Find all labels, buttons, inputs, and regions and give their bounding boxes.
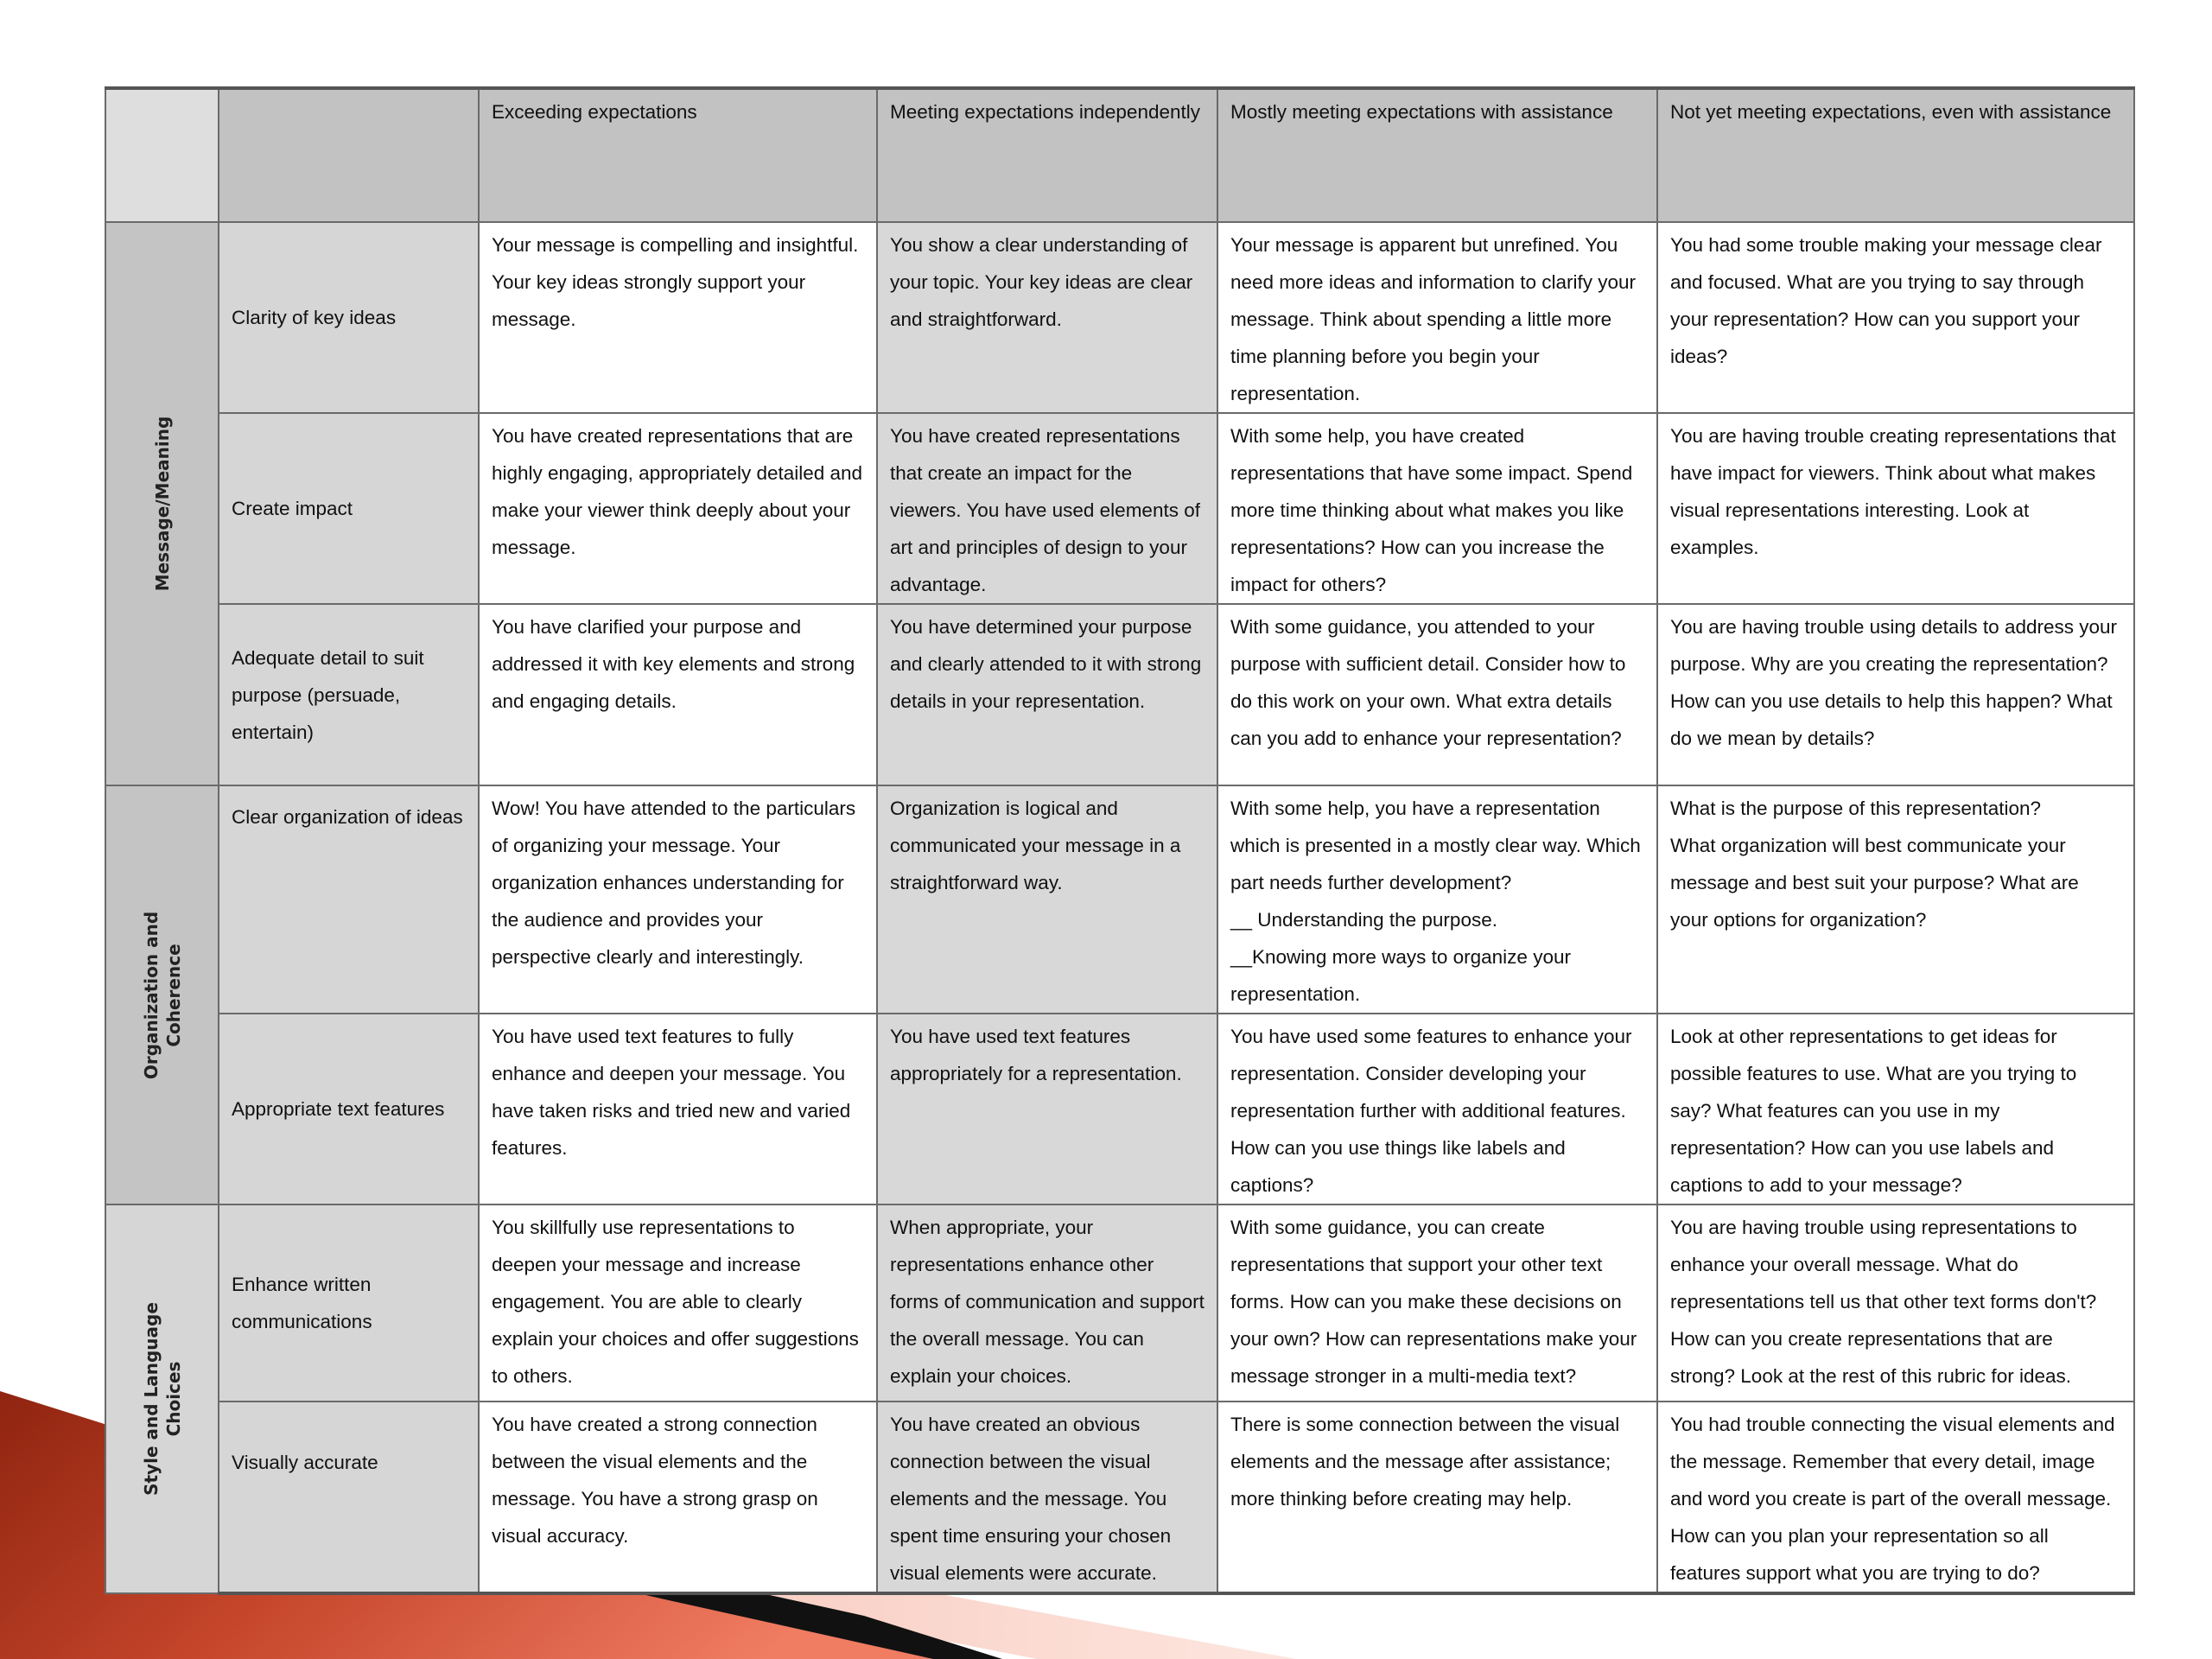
table-row: [105, 785, 2134, 1014]
cell-text: You have clarified your purpose and addressed it with key elements and strong and engaging details.: [492, 616, 855, 712]
cell-text: You had some trouble making your message clear and focused. What are you trying to say through your representation? How can you support your ideas?: [1670, 234, 2102, 367]
table-row: [105, 413, 2134, 604]
cell-text: You have used some features to enhance your representation. Consider developing your representation further with additional features. How can you use things like labels and captions?: [1230, 1026, 1632, 1196]
group-organization-coherence: [105, 785, 219, 1205]
table-row: [105, 1402, 2134, 1593]
criterion-cell: Clear organization of ideas: [219, 785, 479, 1014]
cell-not-yet: [1657, 1205, 2134, 1402]
header-meeting: Meeting expectations independently: [877, 88, 1217, 222]
criterion-cell: Enhance written communications: [219, 1205, 479, 1402]
cell-mostly: [1217, 1014, 1657, 1205]
cell-text: You are having trouble using representations to enhance your overall message. What do representations tell us that other text forms don't? How can you create representations that are strong? Look at the rest of this rubric for ideas.: [1670, 1217, 2097, 1387]
header-mostly: Mostly meeting expectations with assistance: [1217, 88, 1657, 222]
cell-text: Wow! You have attended to the particulars of organizing your message. Your organization enhances understanding for the audience and provides your perspective clearly and interestingly.: [492, 798, 856, 968]
cell-exceeding: [479, 1205, 877, 1402]
checklist-option: __Knowing more ways to organize your representation.: [1230, 946, 1571, 1005]
cell-text: Look at other representations to get ideas for possible features to use. What are you trying to say? What features can you use in my representation? How can you use labels and captions to add to your message?: [1670, 1026, 2077, 1196]
corner-cell: [105, 88, 219, 222]
cell-text: When appropriate, your representations enhance other forms of communication and support the overall message. You can explain your choices.: [890, 1217, 1205, 1387]
cell-text: There is some connection between the visual elements and the message after assistance; more thinking before creating may help.: [1230, 1414, 1620, 1510]
cell-meeting: [877, 785, 1217, 1014]
table-row: [105, 604, 2134, 785]
cell-text: You have created representations that create an impact for the viewers. You have used elements of art and principles of design to your advantage.: [890, 425, 1200, 595]
cell-meeting: [877, 1014, 1217, 1205]
rubric-table: [105, 86, 2135, 1595]
cell-text: You have created an obvious connection between the visual elements and the message. You spent time ensuring your chosen visual elements were accurate.: [890, 1414, 1172, 1584]
cell-text: You have created representations that are highly engaging, appropriately detailed and make your viewer think deeply about your message.: [492, 425, 863, 558]
cell-exceeding: [479, 604, 877, 785]
cell-exceeding: [479, 1402, 877, 1593]
group-label: [140, 911, 185, 1078]
cell-text: You have created a strong connection between the visual elements and the message. You have a strong grasp on visual accuracy.: [492, 1414, 818, 1547]
cell-exceeding: [479, 222, 877, 413]
criterion-cell: Adequate detail to suit purpose (persuade, entertain): [219, 604, 479, 785]
header-not-yet: Not yet meeting expectations, even with assistance: [1657, 88, 2134, 222]
cell-mostly: [1217, 785, 1657, 1014]
criterion-header-cell: [219, 88, 479, 222]
group-label: [140, 1302, 185, 1496]
group-label-line: Choices: [162, 1361, 184, 1437]
criterion-cell: Visually accurate: [219, 1402, 479, 1593]
cell-not-yet: [1657, 413, 2134, 604]
cell-mostly: [1217, 413, 1657, 604]
cell-meeting: [877, 222, 1217, 413]
group-label-line: Coherence: [162, 943, 184, 1047]
cell-text: You have used text features appropriately for a representation.: [890, 1026, 1182, 1084]
cell-not-yet: [1657, 1014, 2134, 1205]
group-label: Message/Meaning: [151, 416, 173, 592]
header-exceeding: Exceeding expectations: [479, 88, 877, 222]
cell-mostly: [1217, 604, 1657, 785]
cell-meeting: [877, 1402, 1217, 1593]
cell-mostly: [1217, 222, 1657, 413]
cell-text: With some help, you have created representations that have some impact. Spend more time thinking about what makes you like representations? How can you increase the impact for others?: [1230, 425, 1633, 595]
cell-text: You are having trouble using details to address your purpose. Why are you creating the representation? How can you use details to help this happen? What do we mean by details?: [1670, 616, 2118, 749]
cell-text: What is the purpose of this representation?: [1670, 798, 2041, 819]
cell-not-yet: [1657, 222, 2134, 413]
cell-text: You had trouble connecting the visual elements and the message. Remember that every detail, image and word you create is part of the overall message. How can you plan your representation so all features support what you are trying to do?: [1670, 1414, 2115, 1584]
cell-text: You are having trouble creating representations that have impact for viewers. Think about what makes visual representations interesting. Look at examples.: [1670, 425, 2116, 558]
cell-mostly: [1217, 1205, 1657, 1402]
cell-mostly: [1217, 1402, 1657, 1593]
cell-not-yet: [1657, 1402, 2134, 1593]
cell-text: Organization is logical and communicated your message in a straightforward way.: [890, 798, 1181, 893]
table-row: [105, 222, 2134, 413]
cell-not-yet: [1657, 604, 2134, 785]
cell-meeting: [877, 604, 1217, 785]
group-style-language-choices: [105, 1205, 219, 1593]
cell-text: With some help, you have a representation which is presented in a mostly clear way. Which part needs further development?: [1230, 798, 1641, 893]
criterion-cell: Create impact: [219, 413, 479, 604]
table-row: [105, 1014, 2134, 1205]
cell-text: You show a clear understanding of your topic. Your key ideas are clear and straightforward.: [890, 234, 1193, 330]
cell-not-yet: [1657, 785, 2134, 1014]
cell-exceeding: [479, 1014, 877, 1205]
cell-meeting: [877, 413, 1217, 604]
cell-text: Your message is compelling and insightful. Your key ideas strongly support your message.: [492, 234, 859, 330]
criterion-cell: Appropriate text features: [219, 1014, 479, 1205]
header-row: [105, 88, 2134, 222]
criterion-cell: Clarity of key ideas: [219, 222, 479, 413]
cell-text: You have used text features to fully enhance and deepen your message. You have taken risks and tried new and varied features.: [492, 1026, 851, 1159]
cell-text: Your message is apparent but unrefined. You need more ideas and information to clarify your message. Think about spending a little more time planning before you begin your representation.: [1230, 234, 1636, 404]
cell-text: What organization will best communicate your message and best suit your purpose? What are your options for organization?: [1670, 835, 2079, 931]
cell-text: You have determined your purpose and clearly attended to it with strong details in your representation.: [890, 616, 1202, 712]
checklist-option: __ Understanding the purpose.: [1230, 909, 1497, 931]
cell-text: You skillfully use representations to deepen your message and increase engagement. You are able to clearly explain your choices and offer suggestions to others.: [492, 1217, 859, 1387]
group-label-line: Style and Language: [140, 1302, 162, 1496]
group-message-meaning: [105, 222, 219, 785]
cell-text: With some guidance, you attended to your purpose with sufficient detail. Consider how to do this work on your own. What extra details can you add to enhance your representation?: [1230, 616, 1626, 749]
group-label-line: Organization and: [140, 911, 162, 1079]
table-row: [105, 1205, 2134, 1402]
cell-meeting: [877, 1205, 1217, 1402]
cell-text: With some guidance, you can create representations that support your other text forms. How can you make these decisions on your own? How can representations make your message stronger in a multi-media text?: [1230, 1217, 1637, 1387]
cell-exceeding: [479, 785, 877, 1014]
cell-exceeding: [479, 413, 877, 604]
